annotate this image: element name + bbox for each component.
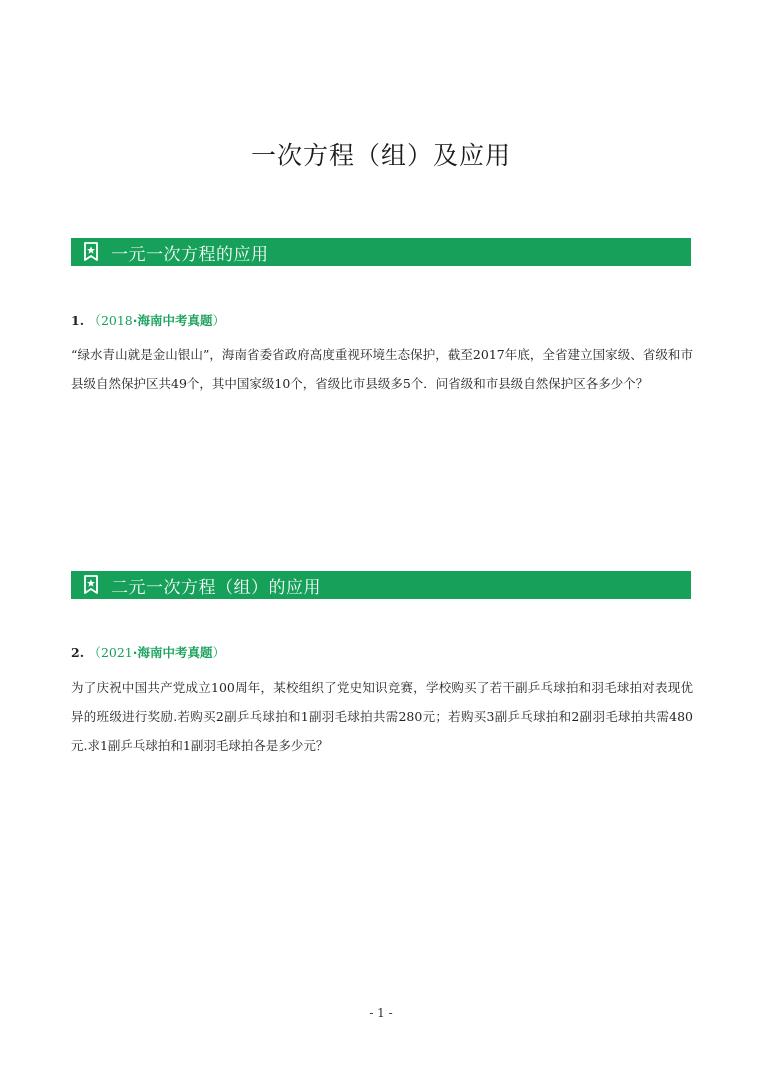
question-year: 2021 bbox=[100, 645, 133, 660]
separator-dot: · bbox=[132, 645, 138, 660]
question-source: 海南中考真题 bbox=[137, 645, 213, 660]
page-title: 一次方程（组）及应用 bbox=[250, 141, 511, 170]
close-paren: ） bbox=[212, 313, 226, 328]
section-title: 二元一次方程（组）的应用 bbox=[111, 577, 321, 598]
page-number: - 1 - bbox=[369, 1006, 393, 1020]
bookmark-star-icon bbox=[83, 575, 99, 595]
open-paren: （ bbox=[88, 645, 101, 660]
section-title: 一元一次方程的应用 bbox=[111, 244, 269, 265]
question-source: 海南中考真题 bbox=[137, 313, 213, 328]
close-paren: ） bbox=[212, 645, 226, 660]
open-paren: （ bbox=[88, 313, 101, 328]
question-header-1 bbox=[71, 311, 225, 329]
bookmark-star-icon bbox=[83, 242, 99, 262]
section-header-1 bbox=[71, 238, 691, 266]
question-number: 1. bbox=[71, 313, 85, 328]
question-year: 2018 bbox=[100, 313, 133, 328]
section-header-2 bbox=[71, 571, 691, 599]
separator-dot: · bbox=[132, 313, 138, 328]
question-header-2 bbox=[71, 643, 225, 661]
question-text-2: 为了庆祝中国共产党成立100周年，某校组织了党史知识竞赛，学校购买了若干副乒乓球拍和羽毛球拍对表现优异的班级进行奖励.若购买2副乒乓球拍和1副羽毛球拍共需280元；若购买3副乒乓球拍和2副羽毛球拍共需480元.求1副乒乓球拍和1副羽毛球拍各是多少元？ bbox=[71, 680, 693, 753]
question-number: 2. bbox=[71, 645, 85, 660]
question-text-1: “绿水青山就是金山银山”，海南省委省政府高度重视环境生态保护，截至2017年底，全省建立国家级、省级和市县级自然保护区共49个，其中国家级10个，省级比市县级多5个．问省级和市县级自然保护区各多少个？ bbox=[71, 347, 693, 391]
